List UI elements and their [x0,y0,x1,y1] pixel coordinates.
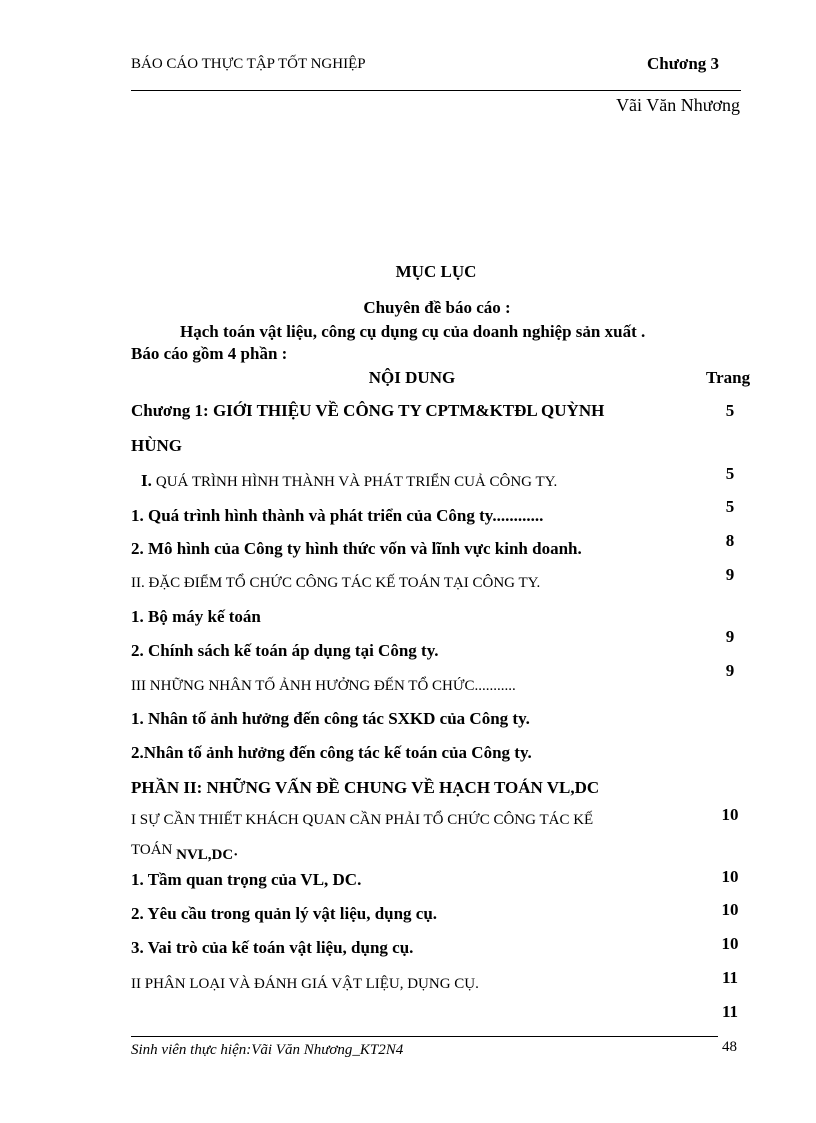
toc-entry[interactable]: PHẦN II: NHỮNG VẤN ĐỀ CHUNG VỀ HẠCH TOÁN VL,DC [131,778,600,797]
toc-entry[interactable] [141,471,557,492]
header-divider [131,90,741,91]
toc-entry[interactable]: Chương 1: GIỚI THIỆU VỀ CÔNG TY CPTM&KTĐL QUỲNH [131,401,605,420]
toc-entry[interactable]: 2. Chính sách kế toán áp dụng tại Công ty. [131,641,439,660]
page-number: 8 [725,531,735,550]
toc-entry[interactable]: 1. Quá trình hình thành và phát triển của Công ty............ [131,506,544,525]
page-number: 10 [721,805,739,824]
column-header-content: NỘI DUNG [368,368,456,387]
toc-entry[interactable]: III NHỮNG NHÂN TỐ ẢNH HƯỞNG ĐẾN TỔ CHỨC........... [131,678,516,694]
page-number: 5 [725,464,735,483]
toc-entry[interactable]: 2. Mô hình của Công ty hình thức vốn và lĩnh vực kinh doanh. [131,539,582,558]
topic-label: Chuyên đề báo cáo : [363,298,511,317]
toc-entry[interactable]: 2.Nhân tố ảnh hưởng đến công tác kế toán của Công ty. [131,743,532,762]
page-number: 10 [721,934,739,953]
toc-entry[interactable]: 1. Nhân tố ảnh hưởng đến công tác SXKD của Công ty. [131,709,530,728]
page-number: 9 [725,627,735,646]
toc-entry-numeral: I. [141,471,152,490]
toc-entry[interactable]: II PHÂN LOẠI VÀ ĐÁNH GIÁ VẬT LIỆU, DỤNG CỤ. [131,976,479,992]
toc-entry[interactable]: II. ĐẶC ĐIỂM TỔ CHỨC CÔNG TÁC KẾ TOÁN TẠI CÔNG TY. [131,575,541,591]
page-number: 10 [721,900,739,919]
toc-entry[interactable]: 2. Yêu cầu trong quản lý vật liệu, dụng cụ. [131,904,438,923]
parts-note: Báo cáo gồm 4 phần : [131,344,288,363]
toc-entry[interactable]: 1. Tầm quan trọng của VL, DC. [131,870,362,889]
page-number: 10 [721,867,739,886]
footer-divider [131,1036,718,1037]
page-number: 5 [725,401,735,420]
toc-entry-text: TOÁN [131,842,173,858]
toc-entry[interactable]: I SỰ CẦN THIẾT KHÁCH QUAN CẦN PHẢI TỔ CHỨC CÔNG TÁC KẾ [131,812,594,828]
toc-entry[interactable] [131,840,239,863]
toc-entry-subtext: NVL,DC· [176,847,239,863]
page-number: 11 [721,1002,739,1021]
footer-page-number: 48 [722,1039,737,1055]
chapter-label: Chương 3 [647,54,720,73]
toc-entry[interactable]: 3. Vai trò của kế toán vật liệu, dụng cụ. [131,938,414,957]
column-header-page: Trang [706,368,751,387]
page-number: 9 [725,661,735,680]
toc-entry[interactable]: 1. Bộ máy kế toán [131,607,261,626]
toc-entry[interactable]: HÙNG [131,436,182,455]
page-number: 5 [725,497,735,516]
page-number: 11 [721,968,739,987]
toc-entry-text: QUÁ TRÌNH HÌNH THÀNH VÀ PHÁT TRIỂN CUẢ CÔNG TY. [155,474,558,490]
report-title: BÁO CÁO THỰC TẬP TỐT NGHIỆP [131,56,366,72]
author-name: Vãi Văn Nhương [616,95,740,115]
topic-text: Hạch toán vật liệu, công cụ dụng cụ của doanh nghiệp sản xuất . [180,322,646,341]
toc-title: MỤC LỤC [395,262,477,281]
page-number: 9 [725,565,735,584]
student-credit: Sinh viên thực hiện:Vãi Văn Nhương_KT2N4 [131,1042,404,1058]
